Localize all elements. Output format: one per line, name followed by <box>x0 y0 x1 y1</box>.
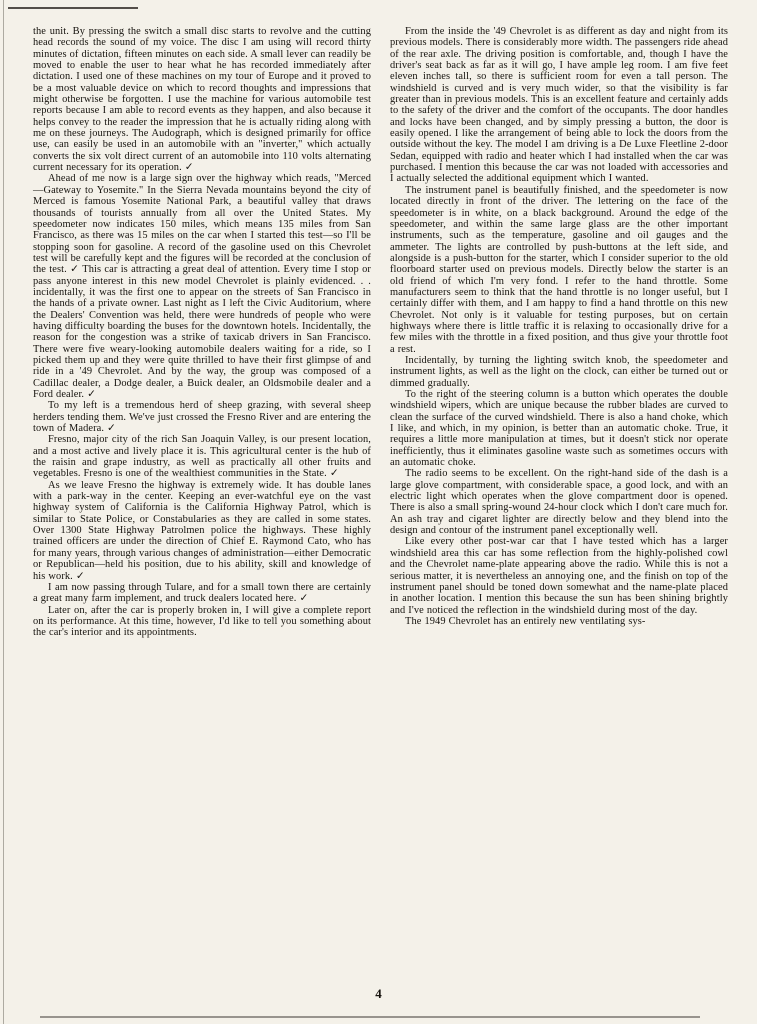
paragraph: As we leave Fresno the highway is extremely wide. It has double lanes with a park-way in the center. Keeping an ever-watchful eye on the vast highway system of California is the California Highway Patrol, which is similar to State Police, or Constabularies as they are called in some states. Over 1300 State Highway Patrolmen police the highways. These highly trained officers are under the direction of Chief E. Raymond Cato, who has for many years, through various changes of administration—either Democratic or Republican—held his position, due to his ability, skill and knowledge of his work. ✓ <box>33 479 371 582</box>
paragraph: Ahead of me now is a large sign over the highway which reads, "Merced—Gateway to Yosemite." In the Sierra Nevada mountains beyond the city of Merced is famous Yosemite National Park, a beautiful valley that draws thousands of tourists annually from all over the United States. My speedometer now indicates 150 miles, which means 135 miles from San Francisco, as there was 15 miles on the car when I started this test—so I'll be stopping soon for gasoline. A record of the gasoline used on this Chevrolet test will be carefully kept and the figures will be recorded at the conclusion of the test. ✓ This car is attracting a great deal of attention. Every time I stop or pass anyone interest in this new model Chevrolet is plainly evidenced. . . incidentally, it was the first one to appear on the streets of San Francisco in the hands of a private owner. Last night as I left the Civic Auditorium, where the Dealers' Convention was held, there were hundreds of people who were having difficulty boarding the buses for the downtown hotels. Incidentally, the reason for the congestion was a strike of taxicab drivers in San Francisco. There were five weary-looking automobile dealers waiting for a ride, so I picked them up and they were quite thrilled to have their first glimpse of and ride in a '49 Chevrolet. And by the way, the group was composed of a Cadillac dealer, a Dodge dealer, a Buick dealer, an Oldsmobile dealer and a Ford dealer. ✓ <box>33 173 371 400</box>
paragraph: The radio seems to be excellent. On the right-hand side of the dash is a large glove compartment, with considerable space, a good lock, and with an electric light which operates when the glove compartment door is opened. There is also a small spring-wound 24-hour clock which I don't care much for. An ash tray and cigaret lighter are directly below and they blend into the design and contour of the instrument panel exceptionally well. <box>390 468 728 537</box>
scan-artifact-left <box>3 0 4 1024</box>
paragraph: To the right of the steering column is a button which operates the double windshield wipers, which are unique because the rubber blades are curved to clean the surface of the curved windshield. There is also a hand choke, which I like, and which, in my opinion, is better than an automatic choke. True, it requires a little more manipulation at times, but it doesn't stick nor operate inefficiently, thus it eliminates gasoline waste such as sometimes occurs with an automatic choke. <box>390 389 728 469</box>
scan-artifact-top <box>8 7 138 9</box>
text-columns <box>33 26 729 639</box>
paragraph: To my left is a tremendous herd of sheep grazing, with several sheep herders tending them. We've just crossed the Fresno River and are entering the town of Madera. ✓ <box>33 400 371 435</box>
paragraph: Fresno, major city of the rich San Joaquin Valley, is our present location, and a most active and lively place it is. This agricultural center is the hub of the raisin and grape industry, as well as practically all other fruits and vegetables. Fresno is one of the wealthiest communities in the State. ✓ <box>33 434 371 480</box>
paragraph: Incidentally, by turning the lighting switch knob, the speedometer and instrument lights, as well as the light on the clock, can either be turned out or dimmed gradually. <box>390 354 728 389</box>
page-number: 4 <box>375 986 382 1001</box>
paragraph: The instrument panel is beautifully finished, and the speedometer is now located directly in front of the driver. The lettering on the face of the speedometer is in white, on a black background. Around the edge of the speedometer, and within the same large glass are the other important instruments, such as the temperature, gasoline and oil gauges and the ammeter. The lights are controlled by push-buttons at the left side, and alongside is a push-button for the starter, which I consider superior to the old floorboard starter used on previous models. Directly below the starter is an old friend of which I'm very fond. I refer to the hand throttle. Some manufacturers seem to think that the hand throttle is no longer useful, but I certainly differ with them, and I am happy to find a hand throttle on this new Chevrolet. Not only is it valuable for testing purposes, but on certain highways where there is little traffic it is relaxing to occasionally drive for a few miles with the throttle in a fixed position, and thus give your throttle foot a rest. <box>390 184 728 355</box>
right-column <box>390 26 728 639</box>
paragraph: I am now passing through Tulare, and for a small town there are certainly a great many farm implement, and truck dealers located here. ✓ <box>33 581 371 605</box>
paragraph: Later on, after the car is properly broken in, I will give a complete report on its performance. At this time, however, I'd like to tell you something about the car's interior and its appointments. <box>33 604 371 639</box>
paragraph: From the inside the '49 Chevrolet is as different as day and night from its previous models. There is considerably more width. The passengers ride ahead of the rear axle. The driving position is comfortable, and, though I have the driver's seat back as far as it will go, I have ample leg room. I am five feet eleven inches tall, so there is sufficient room for even a tall person. The windshield is curved and is very much wider, so that the visibility is far greater than in previous models. This is an excellent feature and certainly adds to the safety of the driver and the comfort of the occupants. The door handles and locks have been changed, and by simply pressing a button, the door is easily opened. I like the arrangement of being able to lock the doors from the outside without the key. The model I am driving is a De Luxe Fleetline 2-door Sedan, equipped with radio and heater which I had installed when the car was purchased. I mention this because the car was not loaded with accessories and I actually selected the additional equipment which I wanted. <box>390 26 729 185</box>
paragraph: The 1949 Chevrolet has an entirely new ventilating sys- <box>405 615 646 627</box>
left-column <box>33 26 371 639</box>
scan-artifact-bottom <box>40 1016 700 1018</box>
paragraph: the unit. By pressing the switch a small disc starts to revolve and the cutting head records the sound of my voice. The disc I am using will record thirty minutes of dictation, fifteen minutes on each side. A small lever can readily be moved to enable the user to hear what he has recorded immediately after dictation. I used one of these machines on my tour of Europe and it proved to be a most valuable device on which to record thoughts and impressions that might otherwise be forgotten. I use the machine for various automobile test reports because I am able to record events as they happen, and also because it helps convey to the reader the impression that he is actually riding along with me on these journeys. The Audograph, which is designed primarily for office use, can easily be used in an automobile with an "inverter," which actually converts the six volt direct current of an automobile into 110 volts alternating current necessary for its operation. ✓ <box>33 26 371 174</box>
paragraph: Like every other post-war car that I have tested which has a larger windshield area this car has some reflection from the highly-polished cowl and the Chevrolet name-plate appearing above the radio. While this is not a serious matter, it is nevertheless an annoying one, and the finish on top of the instrument panel should be toned down somewhat and the name-plate placed in another location. I mention this because the sun has been shining brightly and I've noticed the reflection in the windshield during most of the day. <box>390 536 728 616</box>
